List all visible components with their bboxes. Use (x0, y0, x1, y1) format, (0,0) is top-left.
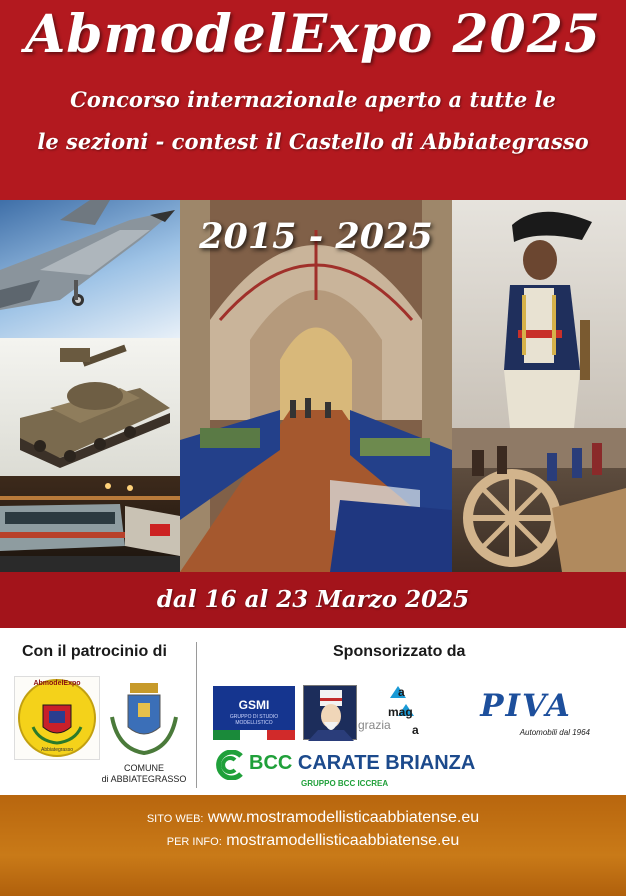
bcc-icon (213, 750, 245, 780)
gsmi-label: GSMI (238, 698, 270, 712)
patronage-heading: Con il patrocinio di (22, 643, 167, 660)
photo-collage (0, 200, 626, 572)
comune-logo (94, 677, 194, 784)
comune-label (94, 763, 194, 785)
header-banner (0, 0, 626, 200)
svg-text:a: a (412, 723, 419, 737)
grazia-text: grazia (358, 718, 391, 732)
info-link[interactable]: mostramodellisticaabbiatense.eu (226, 832, 460, 849)
abm-logo-sub: Abbiategrasso (41, 747, 73, 753)
poster-subtitle-line2: le sezioni - contest il Castello di Abbiategrasso (37, 129, 589, 154)
abmodelexpo-logo (14, 676, 100, 760)
poster-title: AbmodelExpo 2025 (24, 4, 602, 65)
amaga-logo (362, 684, 448, 744)
comune-line1: COMUNE (124, 763, 164, 773)
dates-banner (0, 572, 626, 628)
tank-model-photo (0, 338, 180, 476)
abm-logo-text: AbmodelExpo (33, 680, 81, 687)
event-dates: dal 16 al 23 Marzo 2025 (156, 586, 470, 613)
svg-text:a: a (398, 685, 405, 699)
comune-line2: di ABBIATEGRASSO (101, 774, 187, 784)
sponsors-section (0, 628, 626, 795)
napoleon-figure-photo (452, 200, 626, 428)
section-divider (196, 642, 197, 788)
sponsor-heading: Sponsorizzato da (333, 643, 466, 660)
info-label: PER INFO: (166, 836, 222, 848)
footer-banner (0, 795, 626, 896)
bcc-bank-name: CARATE BRIANZA (297, 752, 476, 774)
gsmi-sub: GRUPPO DI STUDIO MODELLISTICO (229, 714, 279, 726)
website-link[interactable]: www.mostramodellisticaabbiatense.eu (207, 809, 480, 826)
bcc-logo (213, 748, 513, 792)
italian-flag-stripe (213, 730, 295, 740)
piva-sub: Automobili dal 1964 (519, 728, 590, 737)
gsmi-logo (213, 686, 295, 740)
bcc-name (249, 752, 475, 775)
info-line (0, 832, 626, 850)
svg-text:mag: mag (388, 705, 413, 719)
fighter-jet-model-photo (0, 200, 180, 338)
battle-diorama-photo (452, 428, 626, 572)
website-line (0, 809, 626, 827)
piva-label: PIVA (480, 688, 572, 724)
train-model-photo (0, 476, 180, 572)
website-label: SITO WEB: (146, 813, 204, 825)
bcc-group: GRUPPO BCC ICCREA (301, 779, 389, 788)
uncle-sam-logo (303, 685, 357, 740)
bcc-prefix: BCC (249, 752, 293, 774)
years-label: 2015 - 2025 (199, 216, 433, 257)
poster-subtitle-line1: Concorso internazionale aperto a tutte le (70, 87, 556, 112)
piva-logo (458, 688, 594, 742)
